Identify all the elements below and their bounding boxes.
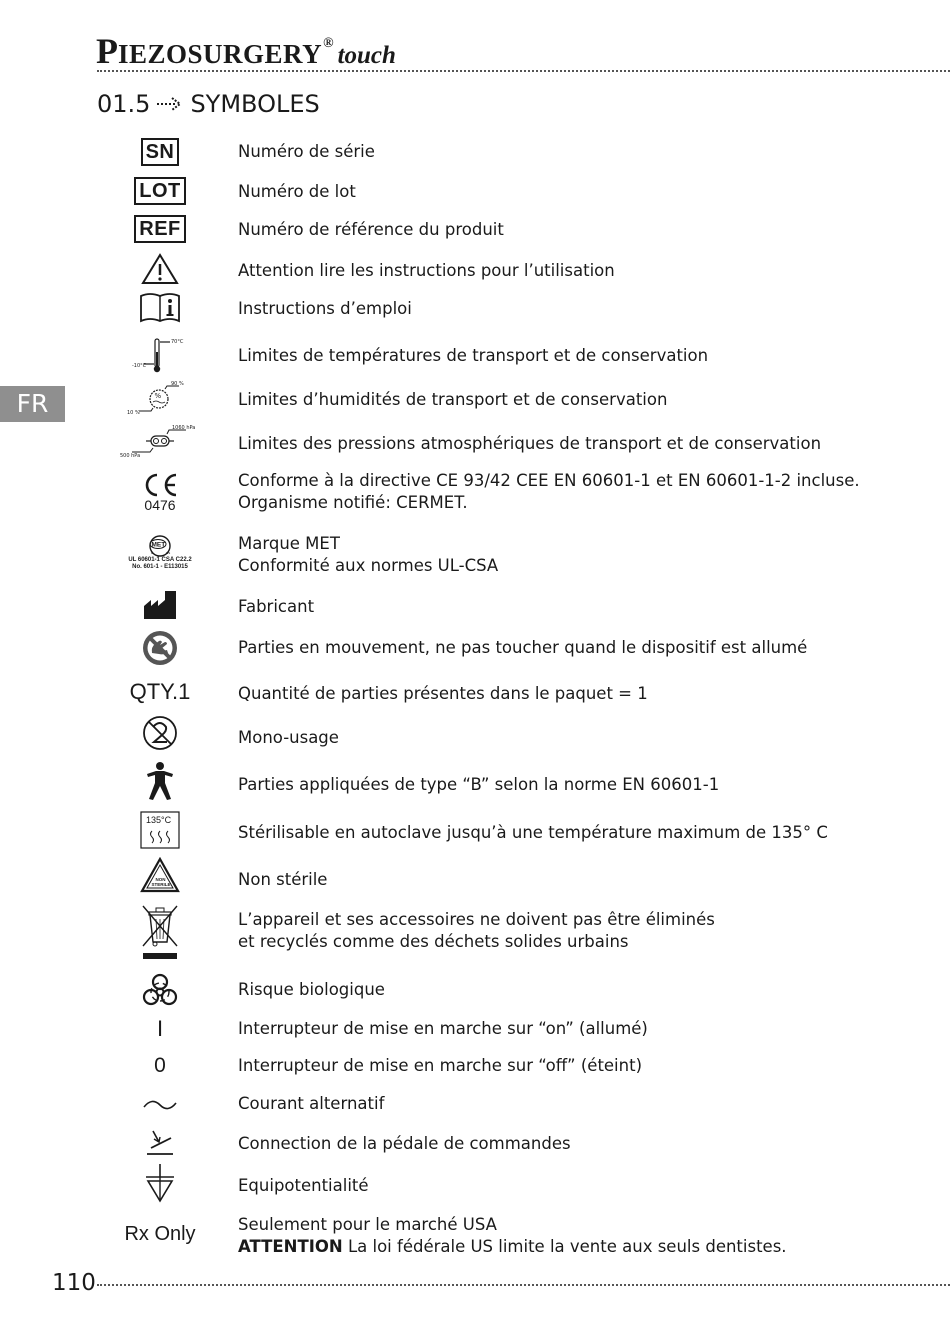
biohazard-icon <box>118 972 202 1008</box>
attention-label: ATTENTION <box>238 1237 343 1256</box>
symbol-description: Limites de températures de transport et de conservation <box>238 346 709 365</box>
header-dotted-rule <box>97 70 950 72</box>
symbol-description: Equipotentialité <box>238 1176 369 1195</box>
symbol-description: Interrupteur de mise en marche sur “on” (allumé) <box>238 1019 648 1038</box>
svg-text:1060 hPa: 1060 hPa <box>172 425 196 431</box>
symbol-description: Non stérile <box>238 870 328 889</box>
power-off-icon: 0 <box>154 1054 166 1077</box>
ce-mark-icon: 0476 <box>118 470 202 514</box>
symbol-description-line: Seulement pour le marché USA <box>238 1215 497 1234</box>
symbol-description: Stérilisable en autoclave jusqu’à une température maximum de 135° C <box>238 823 828 842</box>
autoclave-icon <box>118 810 202 850</box>
dotted-arrow-icon <box>156 96 184 112</box>
symbol-description <box>238 533 938 577</box>
brand-logo <box>96 30 396 72</box>
foot-pedal-icon <box>118 1124 202 1160</box>
svg-text:NON: NON <box>155 877 166 882</box>
svg-text:10 %: 10 % <box>127 410 140 416</box>
symbol-description: Numéro de référence du produit <box>238 220 504 239</box>
brand-touch: touch <box>337 42 396 69</box>
symbol-description: Mono-usage <box>238 728 339 747</box>
brand-initial: P <box>96 31 118 71</box>
symbol-description-line: Organisme notifié: CERMET. <box>238 493 468 512</box>
svg-text:MET: MET <box>151 541 166 549</box>
symbol-description <box>238 909 938 953</box>
manufacturer-icon <box>118 588 202 622</box>
brand-name: IEZOSURGERY <box>118 39 323 69</box>
symbol-description-line: L’appareil et ses accessoires ne doivent pas être éliminés <box>238 910 715 929</box>
symbol-description: Courant alternatif <box>238 1094 385 1113</box>
alternating-current-icon <box>118 1090 202 1120</box>
brand-registered-mark: ® <box>323 36 334 51</box>
svg-text:-10°C: -10°C <box>132 363 147 369</box>
pressure-limit-icon <box>118 424 202 460</box>
symbol-description: Quantité de parties présentes dans le paquet = 1 <box>238 684 648 703</box>
symbol-description: Risque biologique <box>238 980 385 999</box>
svg-text:70°C: 70°C <box>171 339 184 345</box>
section-heading: SYMBOLES <box>190 90 320 118</box>
svg-text:90 %: 90 % <box>171 381 184 387</box>
symbol-description: Limites des pressions atmosphériques de transport et de conservation <box>238 434 822 453</box>
symbol-description <box>238 1214 938 1258</box>
serial-number-icon: SN <box>118 137 202 167</box>
svg-text:%: % <box>154 392 162 400</box>
page-number: 110 <box>52 1270 96 1296</box>
symbol-description-line: Conforme à la directive CE 93/42 CEE EN 60601-1 et EN 60601-1-2 incluse. <box>238 471 860 490</box>
symbol-description-line: Conformité aux normes UL-CSA <box>238 556 499 575</box>
language-tab: FR <box>0 386 65 422</box>
symbol-description: Attention lire les instructions pour l’utilisation <box>238 261 615 280</box>
quantity-icon: QTY.1 <box>129 679 191 704</box>
met-mark-icon: MET c us UL 60601-1 CSA C22.2 No. 601-1 - E113015 <box>118 531 202 575</box>
svg-text:us: us <box>166 550 171 555</box>
footer-dotted-rule <box>97 1284 950 1286</box>
attention-text: La loi fédérale US limite la vente aux seuls dentistes. <box>342 1237 787 1256</box>
symbol-description-line: et recyclés comme des déchets solides urbains <box>238 932 629 951</box>
svg-text:135°C: 135°C <box>146 815 172 825</box>
symbol-description <box>238 470 938 514</box>
section-title <box>97 90 320 118</box>
power-on-icon: I <box>156 1016 164 1041</box>
type-b-applied-part-icon <box>118 760 202 802</box>
svg-text:500 hPa: 500 hPa <box>120 453 141 459</box>
instructions-book-icon <box>118 290 202 324</box>
symbol-description: Instructions d’emploi <box>238 299 412 318</box>
temperature-limit-icon <box>118 334 202 376</box>
symbol-description-line <box>238 1236 938 1258</box>
symbol-description-line: Marque MET <box>238 534 340 553</box>
svg-text:STERILE: STERILE <box>151 882 171 887</box>
symbol-description: Numéro de série <box>238 142 375 161</box>
symbol-description: Parties en mouvement, ne pas toucher quand le dispositif est allumé <box>238 638 808 657</box>
equipotential-icon <box>118 1162 202 1206</box>
weee-crossed-bin-icon <box>118 903 202 963</box>
symbol-description: Limites d’humidités de transport et de conservation <box>238 390 668 409</box>
symbol-description: Parties appliquées de type “B” selon la norme EN 60601-1 <box>238 775 720 794</box>
rx-only-icon: Rx Only <box>124 1222 196 1245</box>
svg-text:c: c <box>151 550 153 555</box>
symbol-description: Interrupteur de mise en marche sur “off” (éteint) <box>238 1056 643 1075</box>
non-sterile-icon <box>118 856 202 894</box>
symbol-description: Numéro de lot <box>238 182 356 201</box>
reference-number-icon: REF <box>118 214 202 244</box>
symbol-description: Connection de la pédale de commandes <box>238 1134 571 1153</box>
warning-triangle-icon <box>118 252 202 286</box>
section-number: 01.5 <box>97 90 151 118</box>
symbol-description: Fabricant <box>238 597 315 616</box>
humidity-limit-icon <box>118 381 202 419</box>
no-touch-moving-parts-icon <box>118 628 202 668</box>
single-use-icon <box>118 714 202 752</box>
lot-number-icon: LOT <box>118 176 202 206</box>
